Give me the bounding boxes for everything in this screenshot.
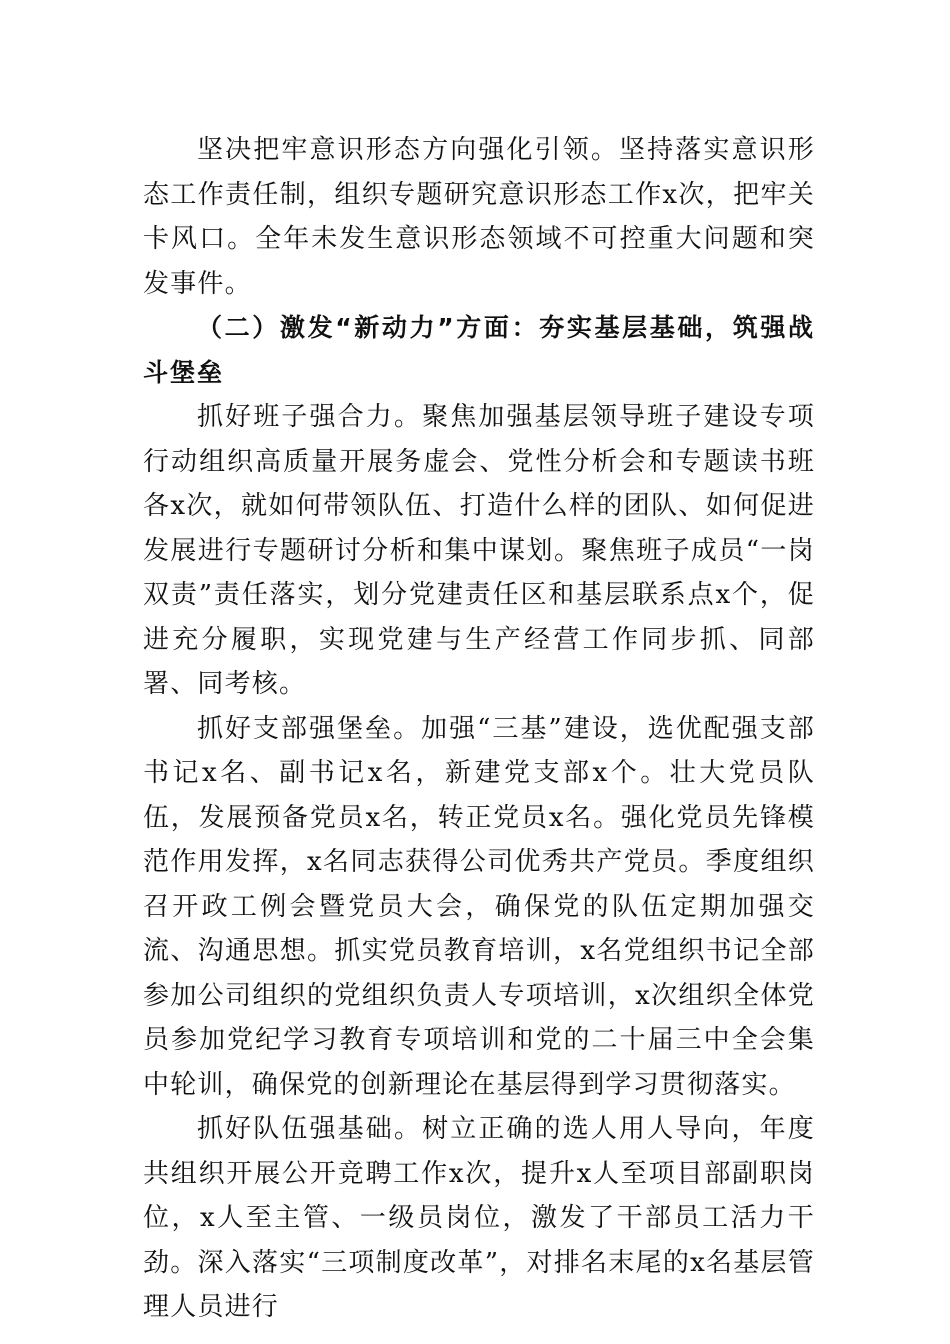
paragraph-leadership-team: 抓好班子强合力。聚焦加强基层领导班子建设专项行动组织高质量开展务虚会、党性分析会和专题读书班各x次，就如何带领队伍、打造什么样的团队、如何促进发展进行专题研讨分析和集中谋划。聚焦班子成员“一岗双责”责任落实，划分党建责任区和基层联系点x个，促进充分履职，实现党建与生产经营工作同步抓、同部署、同考核。 bbox=[143, 402, 815, 699]
section-heading-2: （二）激发“新动力”方面：夯实基层基础，筑强战斗堡垒 bbox=[143, 313, 815, 387]
paragraph-party-branch: 抓好支部强堡垒。加强“三基”建设，选优配强支部书记x名、副书记x名，新建党支部x个。壮大党员队伍，发展预备党员x名，转正党员x名。强化党员先锋模范作用发挥，x名同志获得公司优秀共产党员。季度组织召开政工例会暨党员大会，确保党的队伍定期加强交流、沟通思想。抓实党员教育培训，x名党组织书记全部参加公司组织的党组织负责人专项培训，x次组织全体党员参加党纪学习教育专项培训和党的二十届三中全会集中轮训，确保党的创新理论在基层得到学习贯彻落实。 bbox=[143, 713, 815, 1100]
document-body bbox=[143, 128, 815, 1330]
paragraph-workforce: 抓好队伍强基础。树立正确的选人用人导向，年度共组织开展公开竞聘工作x次，提升x人至项目部副职岗位，x人至主管、一级员岗位，激发了干部员工活力干劲。深入落实“三项制度改革”，对排名末尾的x名基层管理人员进行 bbox=[143, 1114, 815, 1322]
paragraph-ideology: 坚决把牢意识形态方向强化引领。坚持落实意识形态工作责任制，组织专题研究意识形态工作x次，把牢关卡风口。全年未发生意识形态领域不可控重大问题和突发事件。 bbox=[143, 135, 815, 299]
